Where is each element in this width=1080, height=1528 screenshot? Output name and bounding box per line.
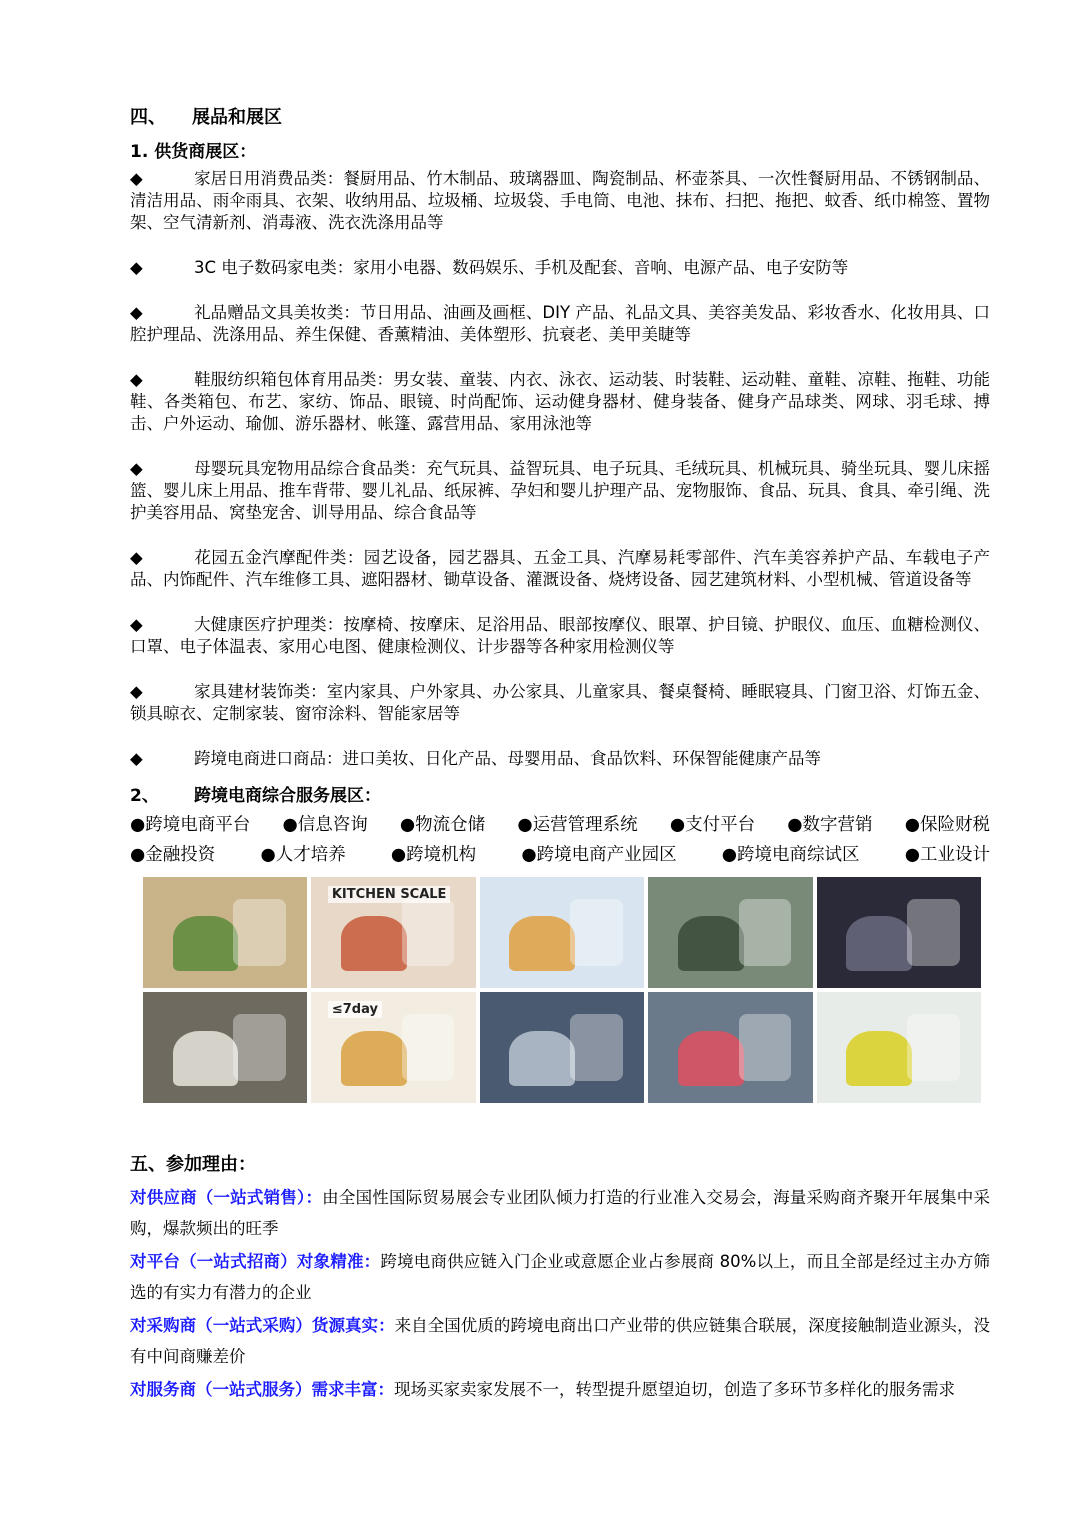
photo-highlight <box>739 899 792 966</box>
service-item: ●跨境电商产业园区 <box>521 845 677 865</box>
reason-text: 来自全国优质的跨境电商出口产业带的供应链集合联展，深度接触制造业源头，没有中间商赚差价 <box>130 1316 991 1366</box>
reasons-section <box>130 1150 990 1405</box>
category-item <box>130 748 990 770</box>
photo-highlight <box>570 899 623 966</box>
services-row-2 <box>130 840 990 870</box>
photo-highlight <box>907 1014 960 1081</box>
section-number: 四、 <box>130 107 166 128</box>
exhibit-photo-grid <box>143 877 981 1103</box>
kitchen-scale-photo <box>311 877 475 988</box>
reason-lead: 对供应商（一站式销售）： <box>130 1188 323 1207</box>
photo-subject <box>509 1031 575 1087</box>
category-text: 3C 电子数码家电类：家用小电器、数码娱乐、手机及配套、音响、电源产品、电子安防等 <box>194 258 849 277</box>
document-body <box>130 104 990 870</box>
category-item <box>130 302 990 346</box>
pet-waste-bags-photo <box>817 992 981 1103</box>
birdhouse-display-photo <box>480 877 644 988</box>
category-text: 花园五金汽摩配件类：园艺设备，园艺器具、五金工具、汽摩易耗零部件、汽车美容养护产品、车载电子产品、内饰配件、汽车维修工具、遮阳器材、锄草设备、灌溉设备、烧烤设备、园艺建筑材料、小型机械、管道设备等 <box>130 548 990 589</box>
service-area-number: 2、 <box>130 786 159 806</box>
spacer <box>130 658 990 679</box>
service-item: ●保险财税 <box>904 815 990 835</box>
diamond-bullet-icon: ◆ <box>130 169 143 188</box>
reason-lead: 对采购商（一站式采购）货源真实： <box>130 1316 395 1335</box>
service-item: ●物流仓储 <box>399 815 486 835</box>
fridge-magnets-photo <box>311 992 475 1103</box>
massage-chair-photo <box>817 877 981 988</box>
garden-frog-figurines-photo <box>143 877 307 988</box>
photo-subject <box>846 1031 912 1087</box>
category-text: 家具建材装饰类：室内家具、户外家具、办公家具、儿童家具、餐桌餐椅、睡眠寝具、门窗卫浴、灯饰五金、锁具晾衣、定制家装、窗帘涂料、智能家居等 <box>130 682 990 723</box>
reason-item <box>130 1246 990 1308</box>
service-item: ●跨境电商综试区 <box>721 845 860 865</box>
spacer <box>130 234 990 255</box>
category-text: 家居日用消费品类：餐厨用品、竹木制品、玻璃器皿、陶瓷制品、杯壶茶具、一次性餐厨用品、不锈钢制品、清洁用品、雨伞雨具、衣架、收纳用品、垃圾桶、垃圾袋、手电筒、电池、抹布、扫把、拖把、蚊香、纸巾棉签、置物架、空气清新剂、消毒液、洗衣洗涤用品等 <box>130 169 990 232</box>
spacer <box>130 725 990 746</box>
spacer <box>130 279 990 300</box>
spacer <box>130 346 990 367</box>
photo-subject <box>341 916 407 972</box>
photo-subject <box>509 916 575 972</box>
category-item <box>130 257 990 279</box>
service-item: ●人才培养 <box>260 845 346 865</box>
photo-caption: KITCHEN SCALE <box>328 886 451 903</box>
service-item: ●工业设计 <box>904 845 990 865</box>
reason-text: 跨境电商供应链入门企业或意愿企业占参展商 80%以上，而且全部是经过主办方筛选的有实力有潜力的企业 <box>130 1252 990 1302</box>
reason-list <box>130 1182 990 1405</box>
category-item <box>130 168 990 234</box>
diamond-bullet-icon: ◆ <box>130 258 143 277</box>
photo-highlight <box>233 899 286 966</box>
category-item <box>130 614 990 658</box>
category-text: 礼品赠品文具美妆类：节日用品、油画及画框、DIY 产品、礼品文具、美容美发品、彩妆香水、化妆用具、口腔护理品、洗涤用品、养生保健、香薰精油、美体塑形、抗衰老、美甲美睫等 <box>130 303 990 344</box>
supplier-area-heading: 1. 供货商展区： <box>130 142 257 162</box>
service-item: ●跨境机构 <box>390 845 477 865</box>
diamond-bullet-icon: ◆ <box>130 548 143 567</box>
photo-subject <box>341 1031 407 1087</box>
diamond-bullet-icon: ◆ <box>130 615 143 634</box>
outdoor-furniture-photo <box>648 877 812 988</box>
photo-subject <box>678 1031 744 1087</box>
astronaut-figurines-photo <box>143 992 307 1103</box>
photo-highlight <box>739 1014 792 1081</box>
photo-subject <box>173 916 239 972</box>
service-item: ●跨境电商平台 <box>130 815 251 835</box>
photo-caption: ≤7day <box>328 1001 382 1018</box>
services-row-1 <box>130 810 990 840</box>
reason-item <box>130 1310 990 1372</box>
spacer <box>130 435 990 456</box>
section-heading <box>130 104 990 132</box>
diamond-bullet-icon: ◆ <box>130 370 143 389</box>
diamond-bullet-icon: ◆ <box>130 749 143 768</box>
service-item: ●信息咨询 <box>282 815 368 835</box>
service-item: ●运营管理系统 <box>517 815 638 835</box>
category-item <box>130 458 990 524</box>
reason-lead: 对服务商（一站式服务）需求丰富： <box>130 1380 394 1399</box>
photo-subject <box>846 916 912 972</box>
category-text: 大健康医疗护理类：按摩椅、按摩床、足浴用品、眼部按摩仪、眼罩、护目镜、护眼仪、血压、血糖检测仪、口罩、电子体温表、家用心电图、健康检测仪、计步器等各种家用检测仪等 <box>130 615 990 656</box>
category-text: 母婴玩具宠物用品综合食品类：充气玩具、益智玩具、电子玩具、毛绒玩具、机械玩具、骑坐玩具、婴儿床摇篮、婴儿床上用品、推车背带、婴儿礼品、纸尿裤、孕妇和婴儿护理产品、宠物服饰、食品、玩具、食具、牵引绳、洗护美容用品、窝垫宠舍、训导用品、综合食品等 <box>130 459 990 522</box>
diamond-bullet-icon: ◆ <box>130 459 143 478</box>
photo-highlight <box>570 1014 623 1081</box>
photo-subject <box>678 916 744 972</box>
service-area-title: 跨境电商综合服务展区： <box>194 786 381 806</box>
category-text: 跨境电商进口商品：进口美妆、日化产品、母婴用品、食品饮料、环保智能健康产品等 <box>194 749 821 768</box>
photo-subject <box>173 1031 239 1087</box>
photo-highlight <box>233 1014 286 1081</box>
category-item <box>130 369 990 435</box>
sneakers-display-photo <box>648 992 812 1103</box>
reason-lead: 对平台（一站式招商）对象精准： <box>130 1252 381 1271</box>
photo-highlight <box>907 899 960 966</box>
apparel-rack-photo <box>480 992 644 1103</box>
reason-item <box>130 1182 990 1244</box>
service-item: ●金融投资 <box>130 845 216 865</box>
reason-item <box>130 1374 990 1405</box>
category-item <box>130 681 990 725</box>
diamond-bullet-icon: ◆ <box>130 682 143 701</box>
photo-highlight <box>402 899 455 966</box>
reason-text: 由全国性国际贸易展会专业团队倾力打造的行业准入交易会，海量采购商齐聚开年展集中采购，爆款频出的旺季 <box>130 1188 991 1238</box>
reason-text: 现场买家卖家发展不一，转型提升愿望迫切，创造了多环节多样化的服务需求 <box>394 1380 955 1399</box>
category-item <box>130 547 990 591</box>
service-item: ●支付平台 <box>669 815 756 835</box>
category-text: 鞋服纺织箱包体育用品类：男女装、童装、内衣、泳衣、运动装、时装鞋、运动鞋、童鞋、凉鞋、拖鞋、功能鞋、各类箱包、布艺、家纺、饰品、眼镜、时尚配饰、运动健身器材、健身装备、健身产品球类、网球、羽毛球、搏击、户外运动、瑜伽、游乐器材、帐篷、露营用品、家用泳池等 <box>130 370 990 433</box>
diamond-bullet-icon: ◆ <box>130 303 143 322</box>
service-area-heading <box>130 782 990 810</box>
service-item: ●数字营销 <box>787 815 873 835</box>
reasons-heading: 五、参加理由： <box>130 1154 256 1175</box>
category-list <box>130 168 990 770</box>
spacer <box>130 524 990 545</box>
section-title: 展品和展区 <box>192 107 282 128</box>
spacer <box>130 591 990 612</box>
photo-highlight <box>402 1014 455 1081</box>
